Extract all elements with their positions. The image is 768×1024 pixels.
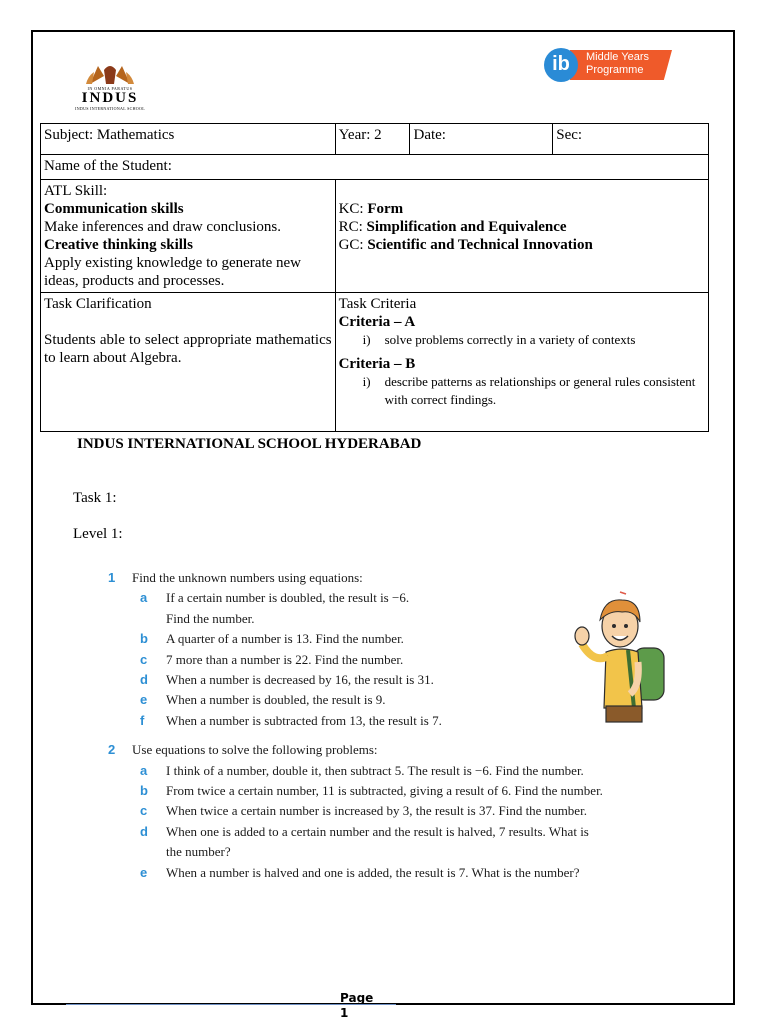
footer-divider <box>66 1004 396 1005</box>
question-text: Find the unknown numbers using equations: <box>132 570 363 585</box>
school-short-name: INDUS <box>81 90 139 106</box>
question-number: 1 <box>108 570 116 585</box>
page-footer <box>340 991 373 1021</box>
ib-line1: Middle Years <box>586 51 649 63</box>
student-name-cell: Name of the Student: <box>41 155 709 180</box>
cartoon-boy-icon <box>572 590 672 730</box>
question-part: b From twice a certain number, 11 is subtracted, giving a result of 6. Find the number. <box>140 783 603 799</box>
atl-label: ATL Skill: <box>44 183 108 199</box>
question-part: f When a number is subtracted from 13, the result is 7. <box>140 712 442 728</box>
ib-circle-icon: ib <box>544 48 578 82</box>
page-number: 1 <box>340 1006 349 1020</box>
page-label: Page <box>340 991 374 1005</box>
ib-programme-text <box>586 51 649 77</box>
question-text: Use equations to solve the following problems: <box>132 742 378 758</box>
task-clarification-text: Students able to select appropriate mathematics to learn about Algebra. <box>44 332 332 366</box>
question-part: a If a certain number is doubled, the result is −6. <box>140 590 410 606</box>
concepts-cell <box>335 180 708 293</box>
task-clarification-cell <box>41 293 336 432</box>
task-label: Task 1: <box>73 490 117 506</box>
year-cell: Year: 2 <box>335 124 410 155</box>
criteria-a-title: Criteria – A <box>338 314 416 330</box>
task-clarification-label: Task Clarification <box>44 296 152 312</box>
date-cell: Date: <box>410 124 553 155</box>
criteria-b-item: i) describe patterns as relationships or general rules consistent with correct findings. <box>362 374 696 407</box>
criteria-b-title: Criteria – B <box>338 356 416 372</box>
ib-myp-logo <box>544 46 674 82</box>
atl-skill-creative: Creative thinking skills <box>44 237 193 253</box>
ib-line2: Programme <box>586 64 644 76</box>
question-part: c When twice a certain number is increased by 3, the result is 37. Find the number. <box>140 803 587 819</box>
level-label: Level 1: <box>73 526 123 542</box>
question-number: 2 <box>108 742 116 758</box>
question-part: Find the number. <box>166 610 255 626</box>
global-context: GC: Scientific and Technical Innovation <box>338 237 593 253</box>
question-1 <box>108 568 678 588</box>
question-part: d When a number is decreased by 16, the result is 31. <box>140 672 434 688</box>
key-concept: KC: Form <box>338 201 404 217</box>
subject-cell: Subject: Mathematics <box>41 124 336 155</box>
criteria-a-item: i) solve problems correctly in a variety of contexts <box>362 332 636 347</box>
atl-skill-communication-desc: Make inferences and draw conclusions. <box>44 219 281 235</box>
question-part: c 7 more than a number is 22. Find the number. <box>140 651 404 667</box>
question-2 <box>108 740 678 760</box>
question-part: the number? <box>166 844 231 860</box>
task-criteria-cell <box>335 293 708 432</box>
assignment-info-table <box>40 123 709 432</box>
criteria-b-list <box>339 373 705 409</box>
question-part: e When a number is halved and one is added, the result is 7. What is the number? <box>140 864 580 880</box>
question-part: d When one is added to a certain number and the result is halved, 7 results. What is <box>140 823 589 839</box>
school-motto: IN OMNIA PARATUS <box>87 86 133 91</box>
question-part: b A quarter of a number is 13. Find the number. <box>140 631 404 647</box>
related-concepts: RC: Simplification and Equivalence <box>338 219 567 235</box>
school-subtitle: INDUS INTERNATIONAL SCHOOL <box>75 106 145 111</box>
atl-skill-creative-desc: Apply existing knowledge to generate new ideas, products and processes. <box>44 255 302 289</box>
crest-icon <box>82 62 138 86</box>
question-part: a I think of a number, double it, then subtract 5. The result is −6. Find the number. <box>140 762 584 778</box>
atl-skill-communication: Communication skills <box>44 201 184 217</box>
sec-cell: Sec: <box>553 124 709 155</box>
criteria-a-list <box>339 331 705 349</box>
question-part: e When a number is doubled, the result is 9. <box>140 692 386 708</box>
atl-skill-cell <box>41 180 336 293</box>
task-criteria-label: Task Criteria <box>338 296 417 312</box>
school-title: INDUS INTERNATIONAL SCHOOL HYDERABAD <box>77 436 422 452</box>
indus-school-logo <box>64 62 156 118</box>
